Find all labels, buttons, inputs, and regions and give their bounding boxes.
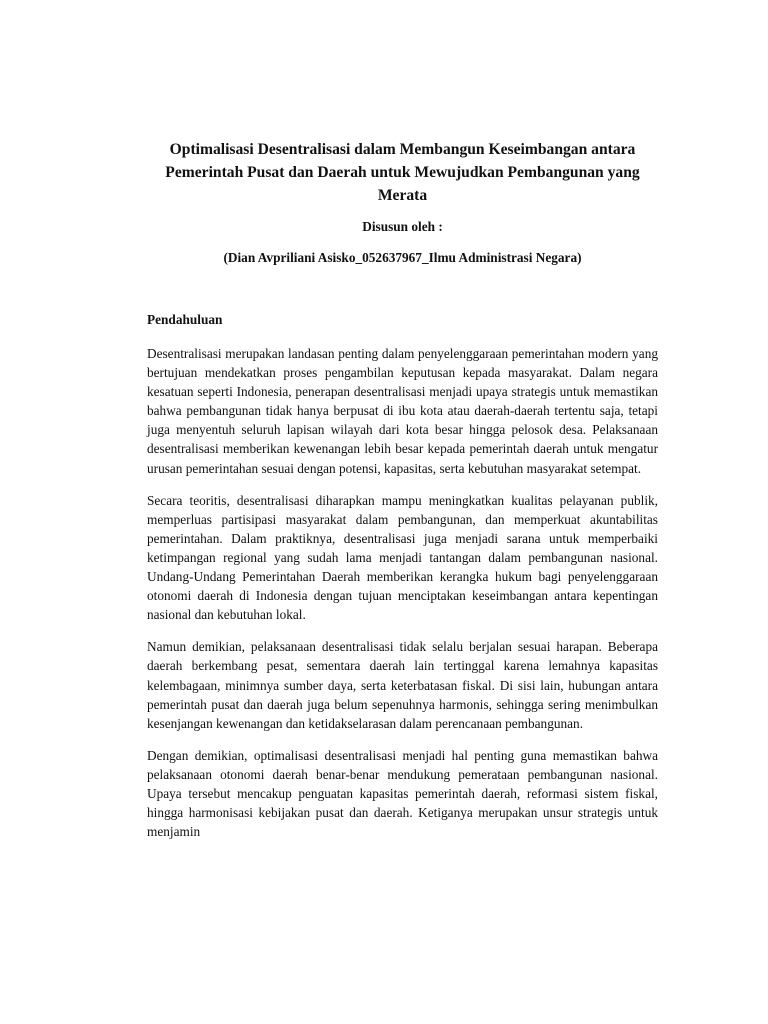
author-label: Disusun oleh : xyxy=(362,219,443,234)
paragraph: Namun demikian, pelaksanaan desentralisasi tidak selalu berjalan sesuai harapan. Beberapa daerah berkembang pesat, sementara daerah lain tertinggal karena lemahnya kapasitas kelembagaan, minimnya sumber daya, serta keterbatasan fiskal. Di sisi lain, hubungan antara pemerintah pusat dan daerah juga belum sepenuhnya harmonis, sehingga sering menimbulkan kesenjangan kewenangan dan ketidakselarasan dalam perencanaan pembangunan. xyxy=(147,639,658,731)
section-heading: Pendahuluan xyxy=(147,312,223,327)
paragraph: Desentralisasi merupakan landasan penting dalam penyelenggaraan pemerintahan modern yang bertujuan mendekatkan proses pengambilan keputusan kepada masyarakat. Dalam negara kesatuan seperti Indonesia, penerapan desentralisasi menjadi upaya strategis untuk memastikan bahwa pembangunan tidak hanya berpusat di ibu kota atau daerah-daerah tertentu saja, tetapi juga menyentuh seluruh lapisan wilayah dari kota besar hingga pelosok desa. Pelaksanaan desentralisasi memberikan kewenangan lebih besar kepada pemerintah daerah untuk mengatur urusan pemerintahan sesuai dengan potensi, kapasitas, serta kebutuhan masyarakat setempat. xyxy=(147,346,658,476)
paragraph: Dengan demikian, optimalisasi desentralisasi menjadi hal penting guna memastikan bahwa pelaksanaan otonomi daerah benar-benar mendukung pemerataan pembangunan nasional. Upaya tersebut mencakup penguatan kapasitas pemerintah daerah, reformasi sistem fiskal, hingga harmonisasi kebijakan pusat dan daerah. Ketiganya merupakan unsur strategis untuk menjamin xyxy=(147,747,658,840)
author-name: (Dian Avpriliani Asisko_052637967_Ilmu Administrasi Negara) xyxy=(223,250,582,265)
document-title: Optimalisasi Desentralisasi dalam Membangun Keseimbangan antara Pemerintah Pusat dan Daerah untuk Mewujudkan Pembangunan yang Merata xyxy=(165,141,640,204)
document-page xyxy=(147,138,658,841)
paragraph: Secara teoritis, desentralisasi diharapkan mampu meningkatkan kualitas pelayanan publik, memperluas partisipasi masyarakat dalam pembangunan, dan memperkuat akuntabilitas pemerintahan. Dalam praktiknya, desentralisasi juga menjadi sarana untuk memperbaiki ketimpangan regional yang sudah lama menjadi tantangan dalam pembangunan nasional. Undang-Undang Pemerintahan Daerah memberikan kerangka hukum bagi penyelenggaraan otonomi daerah di Indonesia dengan tujuan menciptakan keseimbangan antara kepentingan nasional dan kebutuhan lokal. xyxy=(147,492,658,623)
